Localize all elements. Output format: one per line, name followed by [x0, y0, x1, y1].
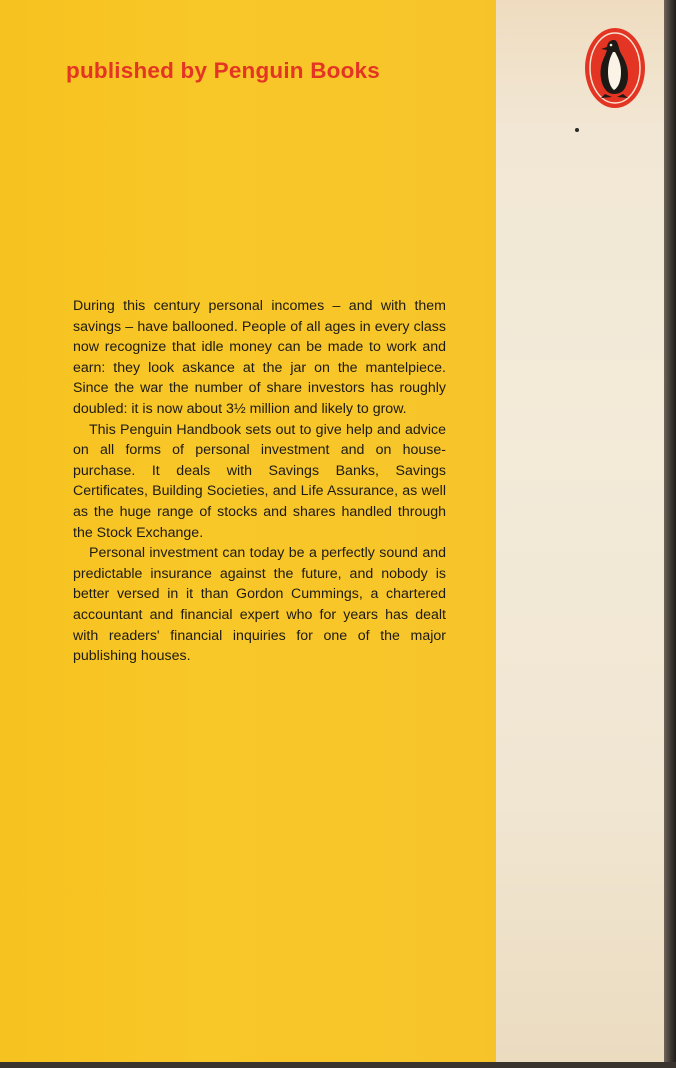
penguin-logo-icon: [583, 26, 647, 110]
publisher-line: published by Penguin Books: [66, 58, 380, 83]
book-spine-edge: [664, 0, 676, 1068]
cover-speck: [575, 128, 579, 132]
book-bottom-edge: [0, 1062, 676, 1068]
cover-side-strip: [496, 0, 666, 1062]
blurb-paragraph-2: This Penguin Handbook sets out to give help and advice on all forms of personal investment and on house-purchase. It deals with Savings Banks, Savings Certificates, Building Societies, and Life Assurance, as well as the huge range of stocks and shares handled through the Stock Exchange.: [73, 421, 446, 541]
blurb-text: [73, 296, 446, 667]
blurb-paragraph-3: Personal investment can today be a perfectly sound and predictable insurance against the future, and nobody is better versed in it than Gordon Cummings, a chartered accountant and financial expert who for years has dealt with readers' financial inquiries for one of the major publishing houses.: [73, 545, 446, 665]
blurb-paragraph-1: During this century personal incomes – and with them savings – have ballooned. People of all ages in every class now recognize that idle money can be made to work and earn: they look askance at the jar on the mantelpiece. Since the war the number of share investors has roughly doubled: it is now about 3½ million and likely to grow.: [73, 298, 446, 417]
